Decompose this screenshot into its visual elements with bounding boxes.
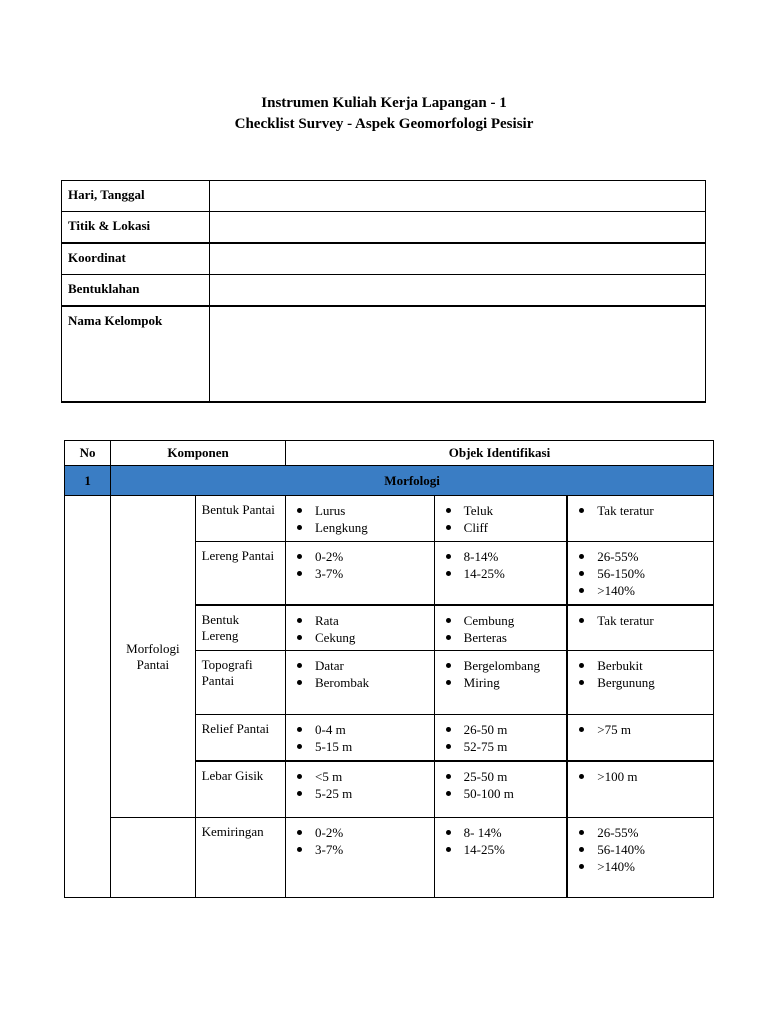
option-item[interactable]: 50-100 m [441, 785, 561, 802]
row-label: Relief Pantai [195, 715, 285, 761]
option-item[interactable]: 26-55% [574, 824, 707, 841]
info-table [61, 180, 706, 403]
option-cell [285, 605, 434, 651]
option-item[interactable]: Tak teratur [574, 612, 707, 629]
option-item[interactable]: 5-15 m [292, 738, 428, 755]
row-label: Lebar Gisik [195, 761, 285, 818]
info-value-field[interactable] [210, 306, 706, 402]
row-label: Topografi Pantai [195, 651, 285, 715]
option-item[interactable]: Berombak [292, 674, 428, 691]
info-row [62, 243, 706, 275]
option-item[interactable]: Bergelombang [441, 657, 561, 674]
section-number: 1 [65, 466, 111, 496]
option-cell [567, 605, 713, 651]
info-value-field[interactable] [210, 275, 706, 307]
option-item[interactable]: 52-75 m [441, 738, 561, 755]
header-objek-identifikasi: Objek Identifikasi [285, 441, 713, 466]
info-row [62, 306, 706, 402]
option-cell [285, 761, 434, 818]
option-cell [434, 651, 567, 715]
option-cell [285, 496, 434, 542]
row-label: Kemiringan [195, 818, 285, 898]
option-cell [434, 715, 567, 761]
option-cell [434, 542, 567, 605]
option-item[interactable]: >100 m [574, 768, 707, 785]
info-row [62, 212, 706, 244]
option-item[interactable]: 8-14% [441, 548, 561, 565]
option-item[interactable]: >75 m [574, 721, 707, 738]
option-item[interactable]: 3-7% [292, 841, 428, 858]
option-item[interactable]: Lengkung [292, 519, 428, 536]
option-cell [434, 496, 567, 542]
group-label-empty [111, 818, 195, 898]
number-cell-empty [65, 496, 111, 898]
option-item[interactable]: <5 m [292, 768, 428, 785]
info-label: Koordinat [62, 243, 210, 275]
info-row [62, 275, 706, 307]
option-cell [567, 715, 713, 761]
option-item[interactable]: 14-25% [441, 841, 561, 858]
option-item[interactable]: 0-4 m [292, 721, 428, 738]
option-cell [434, 761, 567, 818]
option-item[interactable]: >140% [574, 582, 707, 599]
option-cell [567, 818, 713, 898]
option-item[interactable]: Miring [441, 674, 561, 691]
document-subtitle: Checklist Survey - Aspek Geomorfologi Pesisir [234, 116, 534, 132]
header-no: No [65, 441, 111, 466]
info-label: Hari, Tanggal [62, 181, 210, 212]
info-label: Nama Kelompok [62, 306, 210, 402]
option-item[interactable]: 14-25% [441, 565, 561, 582]
option-item[interactable]: 8- 14% [441, 824, 561, 841]
option-cell [567, 651, 713, 715]
row-label: Lereng Pantai [195, 542, 285, 605]
option-item[interactable]: Tak teratur [574, 502, 707, 519]
option-item[interactable]: Cliff [441, 519, 561, 536]
option-cell [434, 818, 567, 898]
option-item[interactable]: 0-2% [292, 824, 428, 841]
info-label: Bentuklahan [62, 275, 210, 307]
option-item[interactable]: 25-50 m [441, 768, 561, 785]
checklist-header-row [65, 441, 714, 466]
document-title: Instrumen Kuliah Kerja Lapangan - 1 [261, 95, 507, 111]
option-item[interactable]: 0-2% [292, 548, 428, 565]
option-cell [285, 542, 434, 605]
option-item[interactable]: Cembung [441, 612, 561, 629]
option-item[interactable]: Cekung [292, 629, 428, 646]
option-cell [567, 761, 713, 818]
option-item[interactable]: 56-140% [574, 841, 707, 858]
option-item[interactable]: Teluk [441, 502, 561, 519]
option-item[interactable]: 3-7% [292, 565, 428, 582]
option-item[interactable]: 26-55% [574, 548, 707, 565]
header-komponen: Komponen [111, 441, 286, 466]
section-row [65, 466, 714, 496]
option-item[interactable]: Berbukit [574, 657, 707, 674]
checklist-row [65, 818, 714, 898]
option-item[interactable]: 56-150% [574, 565, 707, 582]
info-row [62, 181, 706, 212]
option-cell [567, 496, 713, 542]
option-item[interactable]: Rata [292, 612, 428, 629]
option-item[interactable]: Lurus [292, 502, 428, 519]
option-item[interactable]: 5-25 m [292, 785, 428, 802]
option-item[interactable]: Bergunung [574, 674, 707, 691]
option-item[interactable]: >140% [574, 858, 707, 875]
row-label: Bentuk Pantai [195, 496, 285, 542]
option-cell [285, 651, 434, 715]
option-cell [434, 605, 567, 651]
info-label: Titik & Lokasi [62, 212, 210, 244]
group-label: Morfologi Pantai [111, 496, 195, 818]
info-value-field[interactable] [210, 212, 706, 244]
option-cell [285, 715, 434, 761]
option-item[interactable]: Berteras [441, 629, 561, 646]
checklist-table [64, 440, 714, 898]
info-value-field[interactable] [210, 181, 706, 212]
option-item[interactable]: Datar [292, 657, 428, 674]
option-cell [567, 542, 713, 605]
section-title: Morfologi [111, 466, 714, 496]
checklist-row [65, 496, 714, 542]
info-value-field[interactable] [210, 243, 706, 275]
option-item[interactable]: 26-50 m [441, 721, 561, 738]
row-label: Bentuk Lereng [195, 605, 285, 651]
option-cell [285, 818, 434, 898]
